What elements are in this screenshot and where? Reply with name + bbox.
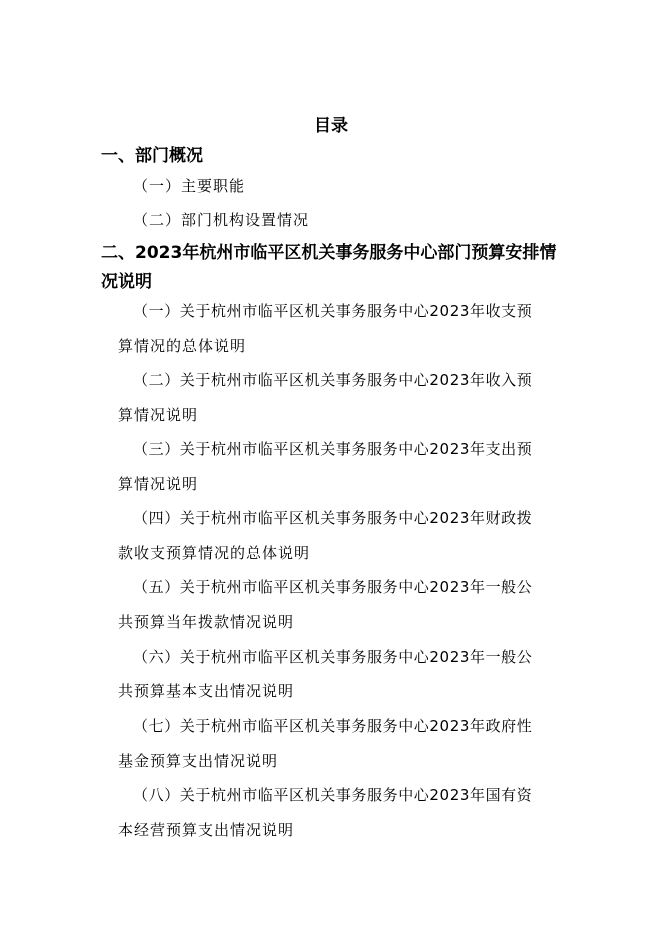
toc-section-2-heading-cont[interactable]: 况说明: [101, 272, 152, 292]
toc-item-line: 算情况说明: [118, 475, 199, 493]
toc-item-line: 款收支预算情况的总体说明: [118, 544, 311, 562]
toc-item-line: （二）关于杭州市临平区机关事务服务中心2023年收入预: [133, 371, 533, 389]
toc-item-line: （三）关于杭州市临平区机关事务服务中心2023年支出预: [133, 440, 533, 458]
toc-item-line: （八）关于杭州市临平区机关事务服务中心2023年国有资: [133, 786, 533, 804]
toc-item-1-1[interactable]: （一）主要职能: [133, 177, 246, 195]
toc-item-line: （一）关于杭州市临平区机关事务服务中心2023年收支预: [133, 302, 533, 320]
toc-item-line: （四）关于杭州市临平区机关事务服务中心2023年财政拨: [133, 509, 533, 527]
toc-section-2-heading[interactable]: 二、2023年杭州市临平区机关事务服务中心部门预算安排情: [101, 243, 557, 263]
toc-item-line: 本经营预算支出情况说明: [118, 821, 295, 839]
toc-item-line: 算情况说明: [118, 406, 199, 424]
toc-item-line: （六）关于杭州市临平区机关事务服务中心2023年一般公: [133, 648, 533, 666]
toc-item-line: （七）关于杭州市临平区机关事务服务中心2023年政府性: [133, 717, 533, 735]
toc-item-line: 算情况的总体说明: [118, 337, 247, 355]
toc-section-1-heading[interactable]: 一、部门概况: [101, 146, 203, 166]
toc-title: 目录: [314, 116, 348, 136]
toc-item-1-2[interactable]: （二）部门机构设置情况: [133, 211, 310, 229]
toc-item-line: 基金预算支出情况说明: [118, 752, 279, 770]
toc-item-line: （五）关于杭州市临平区机关事务服务中心2023年一般公: [133, 578, 533, 596]
toc-item-line: 共预算当年拨款情况说明: [118, 613, 295, 631]
toc-item-line: 共预算基本支出情况说明: [118, 682, 295, 700]
